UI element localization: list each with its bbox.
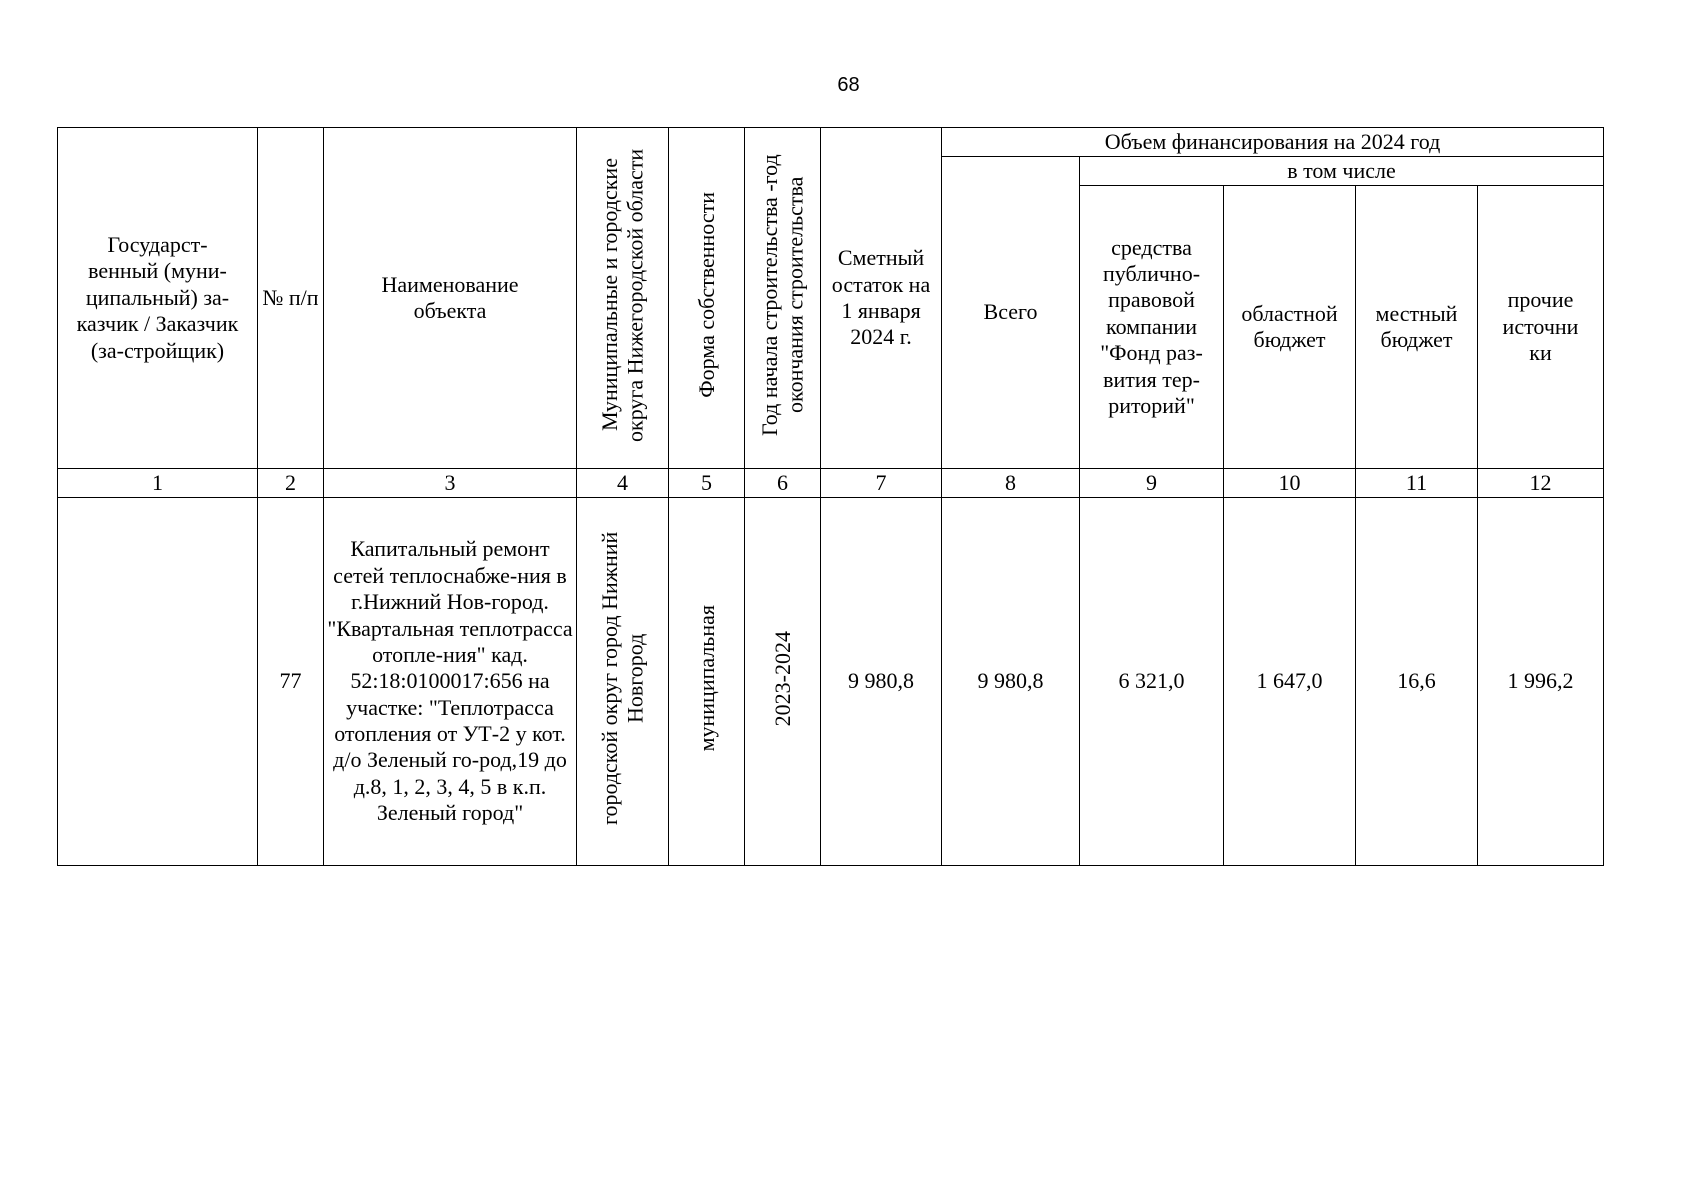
header-number: № п/п xyxy=(258,128,324,469)
row-total: 9 980,8 xyxy=(942,498,1080,866)
header-regional: областной бюджет xyxy=(1224,186,1356,469)
column-number: 3 xyxy=(324,469,577,498)
column-number: 12 xyxy=(1478,469,1604,498)
header-fund: средства публично-правовой компании "Фонд раз-вития тер-риторий" xyxy=(1080,186,1224,469)
column-number: 7 xyxy=(821,469,942,498)
column-number: 4 xyxy=(577,469,669,498)
row-municipality xyxy=(577,498,669,866)
column-number: 9 xyxy=(1080,469,1224,498)
column-number: 8 xyxy=(942,469,1080,498)
column-number-row xyxy=(58,469,1604,498)
investment-table xyxy=(57,127,1604,866)
row-ownership xyxy=(669,498,745,866)
header-years-label: Год начала строительства -год окончания строительства xyxy=(757,153,808,436)
header-municipality xyxy=(577,128,669,469)
header-total: Всего xyxy=(942,157,1080,469)
header-including: в том числе xyxy=(1080,157,1604,186)
column-number: 5 xyxy=(669,469,745,498)
header-other: прочие источни ки xyxy=(1478,186,1604,469)
row-regional: 1 647,0 xyxy=(1224,498,1356,866)
page-number: 68 xyxy=(837,74,860,96)
row-municipality-label: городской округ город Нижний Новгород xyxy=(597,531,648,825)
row-object-name: Капитальный ремонт сетей теплоснабже-ния в г.Нижний Нов-город. "Квартальная теплотрасса отопле-ния" кад. 52:18:0100017:656 на участке: "Теплотрасса отопления от УТ-2 у кот. д/о Зеленый го-род,19 до д.8, 1, 2, 3, 4, 5 в к.п. Зеленый город" xyxy=(324,498,577,866)
header-object-name: Наименование объекта xyxy=(324,128,577,469)
column-number: 10 xyxy=(1224,469,1356,498)
header-ownership xyxy=(669,128,745,469)
header-funding-group: Объем финансирования на 2024 год xyxy=(942,128,1604,157)
row-years xyxy=(745,498,821,866)
row-local: 16,6 xyxy=(1356,498,1478,866)
row-number: 77 xyxy=(258,498,324,866)
column-number: 2 xyxy=(258,469,324,498)
row-other: 1 996,2 xyxy=(1478,498,1604,866)
column-number: 1 xyxy=(58,469,258,498)
header-ownership-label: Форма собственности xyxy=(693,191,719,398)
header-local: местный бюджет xyxy=(1356,186,1478,469)
column-number: 11 xyxy=(1356,469,1478,498)
header-row-1 xyxy=(58,128,1604,157)
table-row xyxy=(58,498,1604,866)
row-estimate: 9 980,8 xyxy=(821,498,942,866)
row-ownership-label: муниципальная xyxy=(693,605,719,752)
column-number: 6 xyxy=(745,469,821,498)
row-fund: 6 321,0 xyxy=(1080,498,1224,866)
row-years-label: 2023-2024 xyxy=(769,630,795,726)
header-estimate: Сметный остаток на 1 января 2024 г. xyxy=(821,128,942,469)
header-municipality-label: Муниципальные и городские округа Нижегородской области xyxy=(597,148,648,442)
row-customer xyxy=(58,498,258,866)
header-years xyxy=(745,128,821,469)
header-customer: Государст-венный (муни-ципальный) за-казчик / Заказчик (за-стройщик) xyxy=(58,128,258,469)
